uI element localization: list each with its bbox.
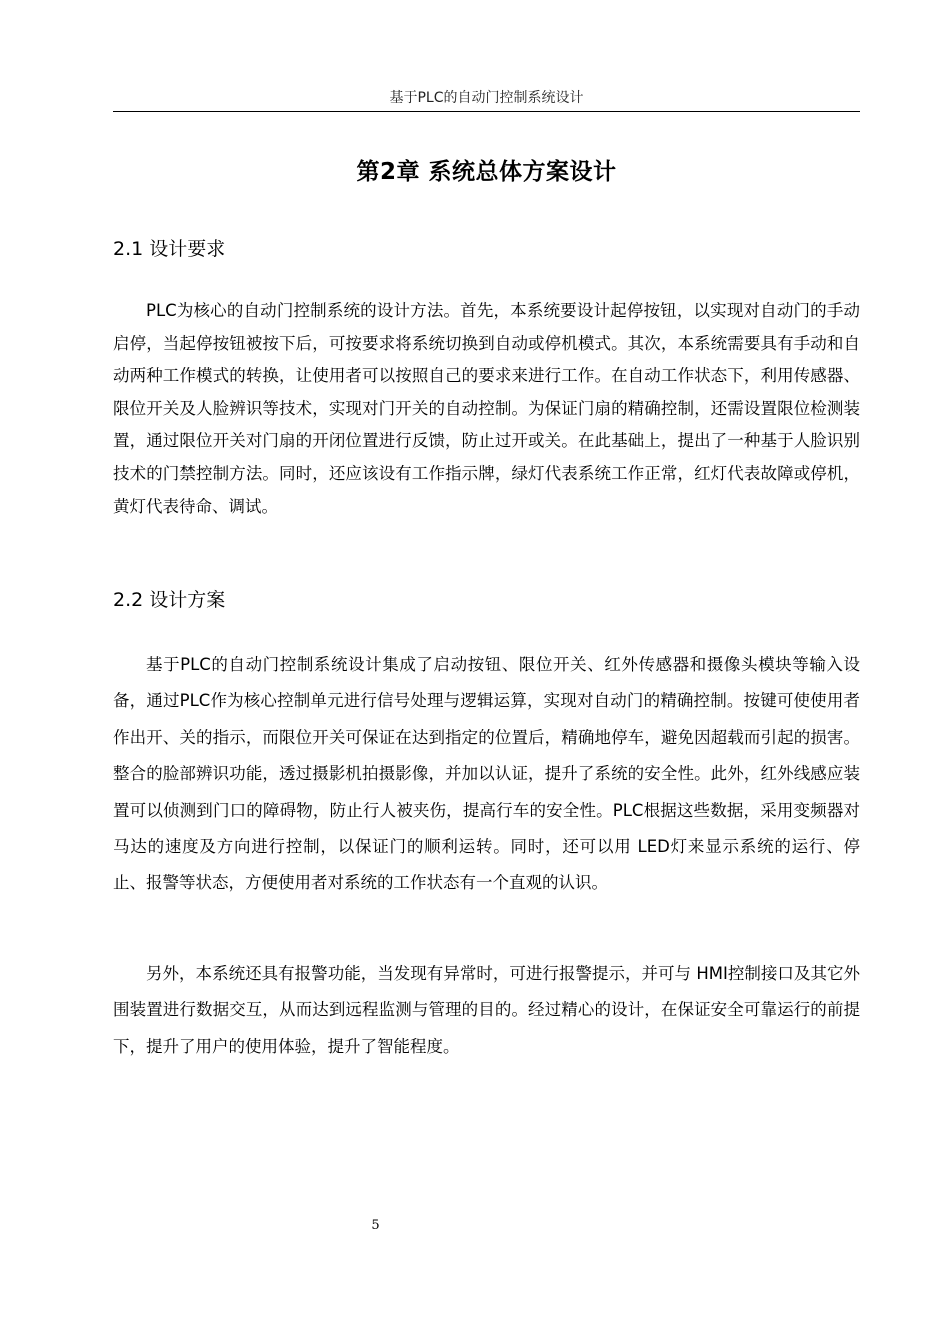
section-2-1-paragraph: PLC为核心的自动门控制系统的设计方法。首先，本系统要设计起停按钮，以实现对自动门的手动启停，当起停按钮被按下后，可按要求将系统切换到自动或停机模式。其次，本系统需要具有手动和自动两种工作模式的转换，让使用者可以按照自己的要求来进行工作。在自动工作状态下，利用传感器、限位开关及人脸辨识等技术，实现对门开关的自动控制。为保证门扇的精确控制，还需设置限位检测装置，通过限位开关对门扇的开闭位置进行反馈，防止过开或关。在此基础上，提出了一种基于人脸识别技术的门禁控制方法。同时，还应该设有工作指示牌，绿灯代表系统工作正常，红灯代表故障或停机，黄灯代表待命、调试。 [113,301,860,516]
section-heading-2-2: 2.2 设计方案 [113,589,226,611]
chapter-title: 第2章 系统总体方案设计 [356,159,617,185]
header-rule [113,111,860,112]
section-heading-2-1: 2.1 设计要求 [113,238,226,260]
section-2-2-paragraph-2: 另外，本系统还具有报警功能，当发现有异常时，可进行报警提示，并可与 HMI控制接口及其它外围装置进行数据交互，从而达到远程监测与管理的目的。经过精心的设计，在保证安全可靠运行的前提下，提升了用户的使用体验，提升了智能程度。 [113,964,860,1056]
running-header-title: 基于PLC的自动门控制系统设计 [389,90,584,106]
section-2-2-paragraph-1: 基于PLC的自动门控制系统设计集成了启动按钮、限位开关、红外传感器和摄像头模块等输入设备，通过PLC作为核心控制单元进行信号处理与逻辑运算，实现对自动门的精确控制。按键可使使用者作出开、关的指示，而限位开关可保证在达到指定的位置后，精确地停车，避免因超载而引起的损害。整合的脸部辨识功能，透过摄影机拍摄影像，并加以认证，提升了系统的安全性。此外，红外线感应装置可以侦测到门口的障碍物，防止行人被夹伤，提高行车的安全性。PLC根据这些数据，采用变频器对马达的速度及方向进行控制，以保证门的顺利运转。同时，还可以用 LED灯来显示系统的运行、停止、报警等状态，方便使用者对系统的工作状态有一个直观的认识。 [113,655,860,893]
page-number: 5 [371,1218,380,1233]
